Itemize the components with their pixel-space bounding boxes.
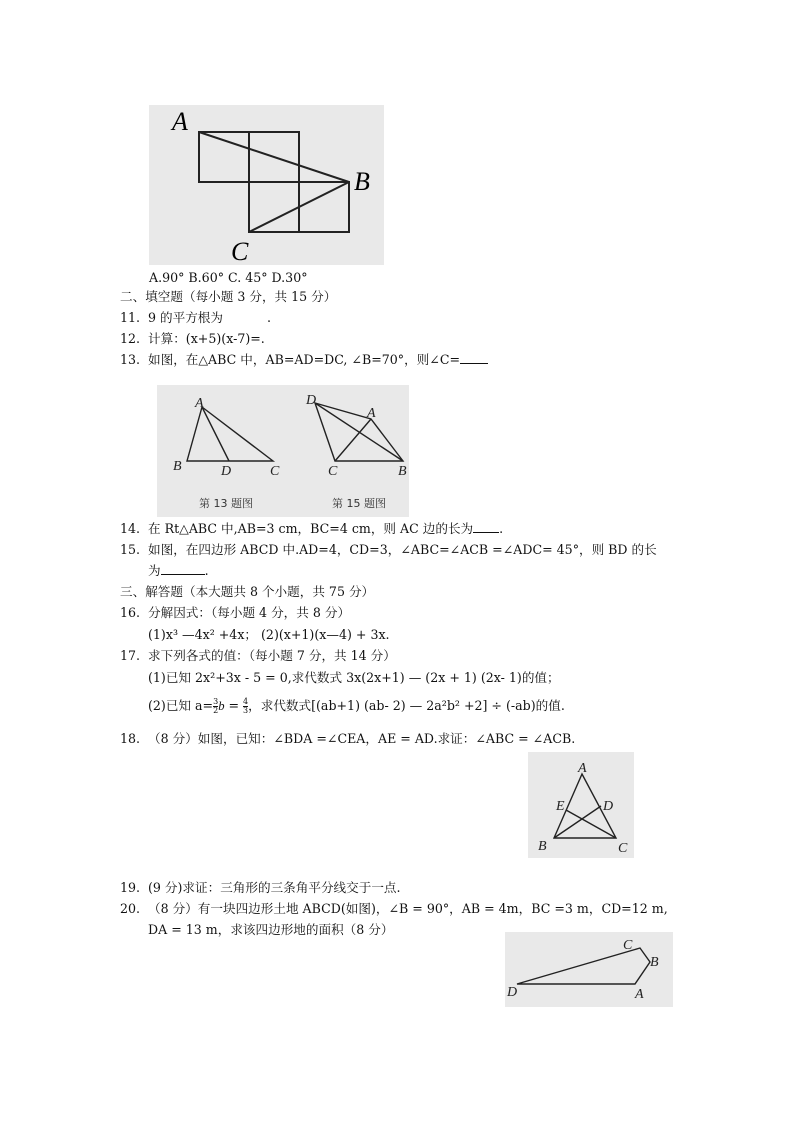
q13-number: 13. [120, 352, 141, 367]
q14-number: 14. [120, 521, 141, 536]
q20-label-a: A [635, 987, 644, 1002]
q15-label-d: D [306, 393, 317, 408]
q20-label-b: B [650, 955, 659, 970]
q19-number: 19. [120, 880, 141, 895]
q15-label-b: B [398, 464, 407, 479]
q17-number: 17. [120, 648, 141, 663]
question-17 [120, 648, 396, 664]
q17-subpart-2: (2)已知 a= $\frac{3}{2}$ b = $\frac{4}{3}$ ，求代数式[(ab+1) (ab- 2) — 2a²b² +2] ÷ (-ab)的值. [148, 697, 565, 715]
q10-label-a: A [172, 107, 188, 136]
q15-text-2: 为 [148, 563, 161, 578]
question-15 [120, 542, 657, 558]
q10-figure [149, 105, 384, 265]
question-14: 14. 在 Rt△ABC 中,AB=3 cm，BC=4 cm，则 AC 边的长为 . [120, 521, 504, 536]
q15-number: 15. [120, 542, 141, 557]
q11-number: 11. [120, 310, 141, 325]
q12-number: 12. [120, 331, 141, 346]
q20-figure [505, 932, 673, 1007]
q18-figure [528, 752, 634, 858]
q13-text: 如图，在△ABC 中，AB=AD=DC, ∠B=70°，则∠C= [148, 352, 461, 367]
question-12 [120, 331, 265, 347]
q18-label-b: B [538, 839, 547, 854]
q11-text: 9 的平方根为 [148, 310, 223, 325]
q10-label-c: C [231, 237, 249, 265]
q15-blank [161, 574, 205, 575]
q13-label-c: C [270, 464, 280, 479]
fig13-caption: 第 13 题图 [199, 497, 253, 510]
q20-number: 20. [120, 901, 141, 916]
question-16 [120, 605, 350, 621]
q15-label-c: C [328, 464, 338, 479]
q13-label-a: A [195, 396, 204, 411]
question-20-cont: DA = 13 m，求该四边形地的面积（8 分） [148, 922, 394, 937]
q18-label-d: D [603, 799, 614, 814]
q20-text: （8 分）有一块四边形土地 ABCD(如图)，∠B = 90°，AB = 4m，BC =3 m，CD=12 m, [148, 901, 668, 916]
q16-number: 16. [120, 605, 141, 620]
section-3-heading: 三、解答题（本大题共 8 个小题，共 75 分） [120, 584, 375, 599]
q16-text: 分解因式：（每小题 4 分，共 8 分） [148, 605, 351, 620]
q15-text: 如图，在四边形 ABCD 中.AD=4，CD=3，∠ABC=∠ACB =∠ADC= 45°，则 BD 的长 [148, 542, 657, 557]
q18-label-c: C [618, 841, 628, 856]
question-20 [120, 901, 668, 917]
q19-text: (9 分)求证：三角形的三条角平分线交于一点. [148, 880, 401, 895]
q13-label-b: B [173, 459, 182, 474]
q18-label-e: E [556, 799, 565, 814]
question-15-cont: 为 . [148, 563, 209, 578]
q10-label-b: B [354, 167, 370, 196]
question-18 [120, 731, 575, 747]
q12-text: 计算：(x+5)(x-7)=. [148, 331, 265, 346]
q15-label-a: A [367, 406, 376, 421]
q20-label-c: C [623, 938, 633, 953]
q14-text: 在 Rt△ABC 中,AB=3 cm，BC=4 cm，则 AC 边的长为 [148, 521, 474, 536]
question-19 [120, 880, 401, 896]
question-13 [120, 352, 488, 368]
q16-subparts: (1)x³ —4x² +4x； (2)(x+1)(x—4) + 3x. [148, 627, 390, 642]
q13-blank [460, 363, 488, 364]
q20-label-d: D [507, 985, 518, 1000]
q17-sub2-post: ，求代数式[(ab+1) (ab- 2) — 2a²b² +2] ÷ (-ab)的值. [248, 698, 565, 713]
q17-sub2-pre: (2)已知 a= [148, 698, 214, 713]
q18-number: 18. [120, 731, 141, 746]
q17-text: 求下列各式的值：（每小题 7 分，共 14 分） [148, 648, 396, 663]
q13-q15-figure [157, 385, 409, 517]
fraction-three-halves: $\frac{3}{2}$ [213, 697, 219, 715]
q14-blank [473, 532, 499, 533]
fig15-caption: 第 15 题图 [332, 497, 386, 510]
fraction-four-thirds: $\frac{4}{3}$ [243, 697, 249, 715]
q13-label-d: D [221, 464, 232, 479]
section-2-heading: 二、填空题（每小题 3 分，共 15 分） [120, 289, 337, 304]
q18-label-a: A [578, 761, 587, 776]
question-11: 11. 9 的平方根为 . [120, 310, 272, 325]
q10-options: A.90° B.60° C. 45° D.30° [149, 270, 308, 285]
q18-text: （8 分）如图，已知：∠BDA =∠CEA，AE = AD.求证：∠ABC = ∠ACB. [148, 731, 576, 746]
q17-subpart-1: (1)已知 2x²+3x - 5 = 0,求代数式 3x(2x+1) — (2x + 1) (2x- 1)的值； [148, 670, 560, 685]
